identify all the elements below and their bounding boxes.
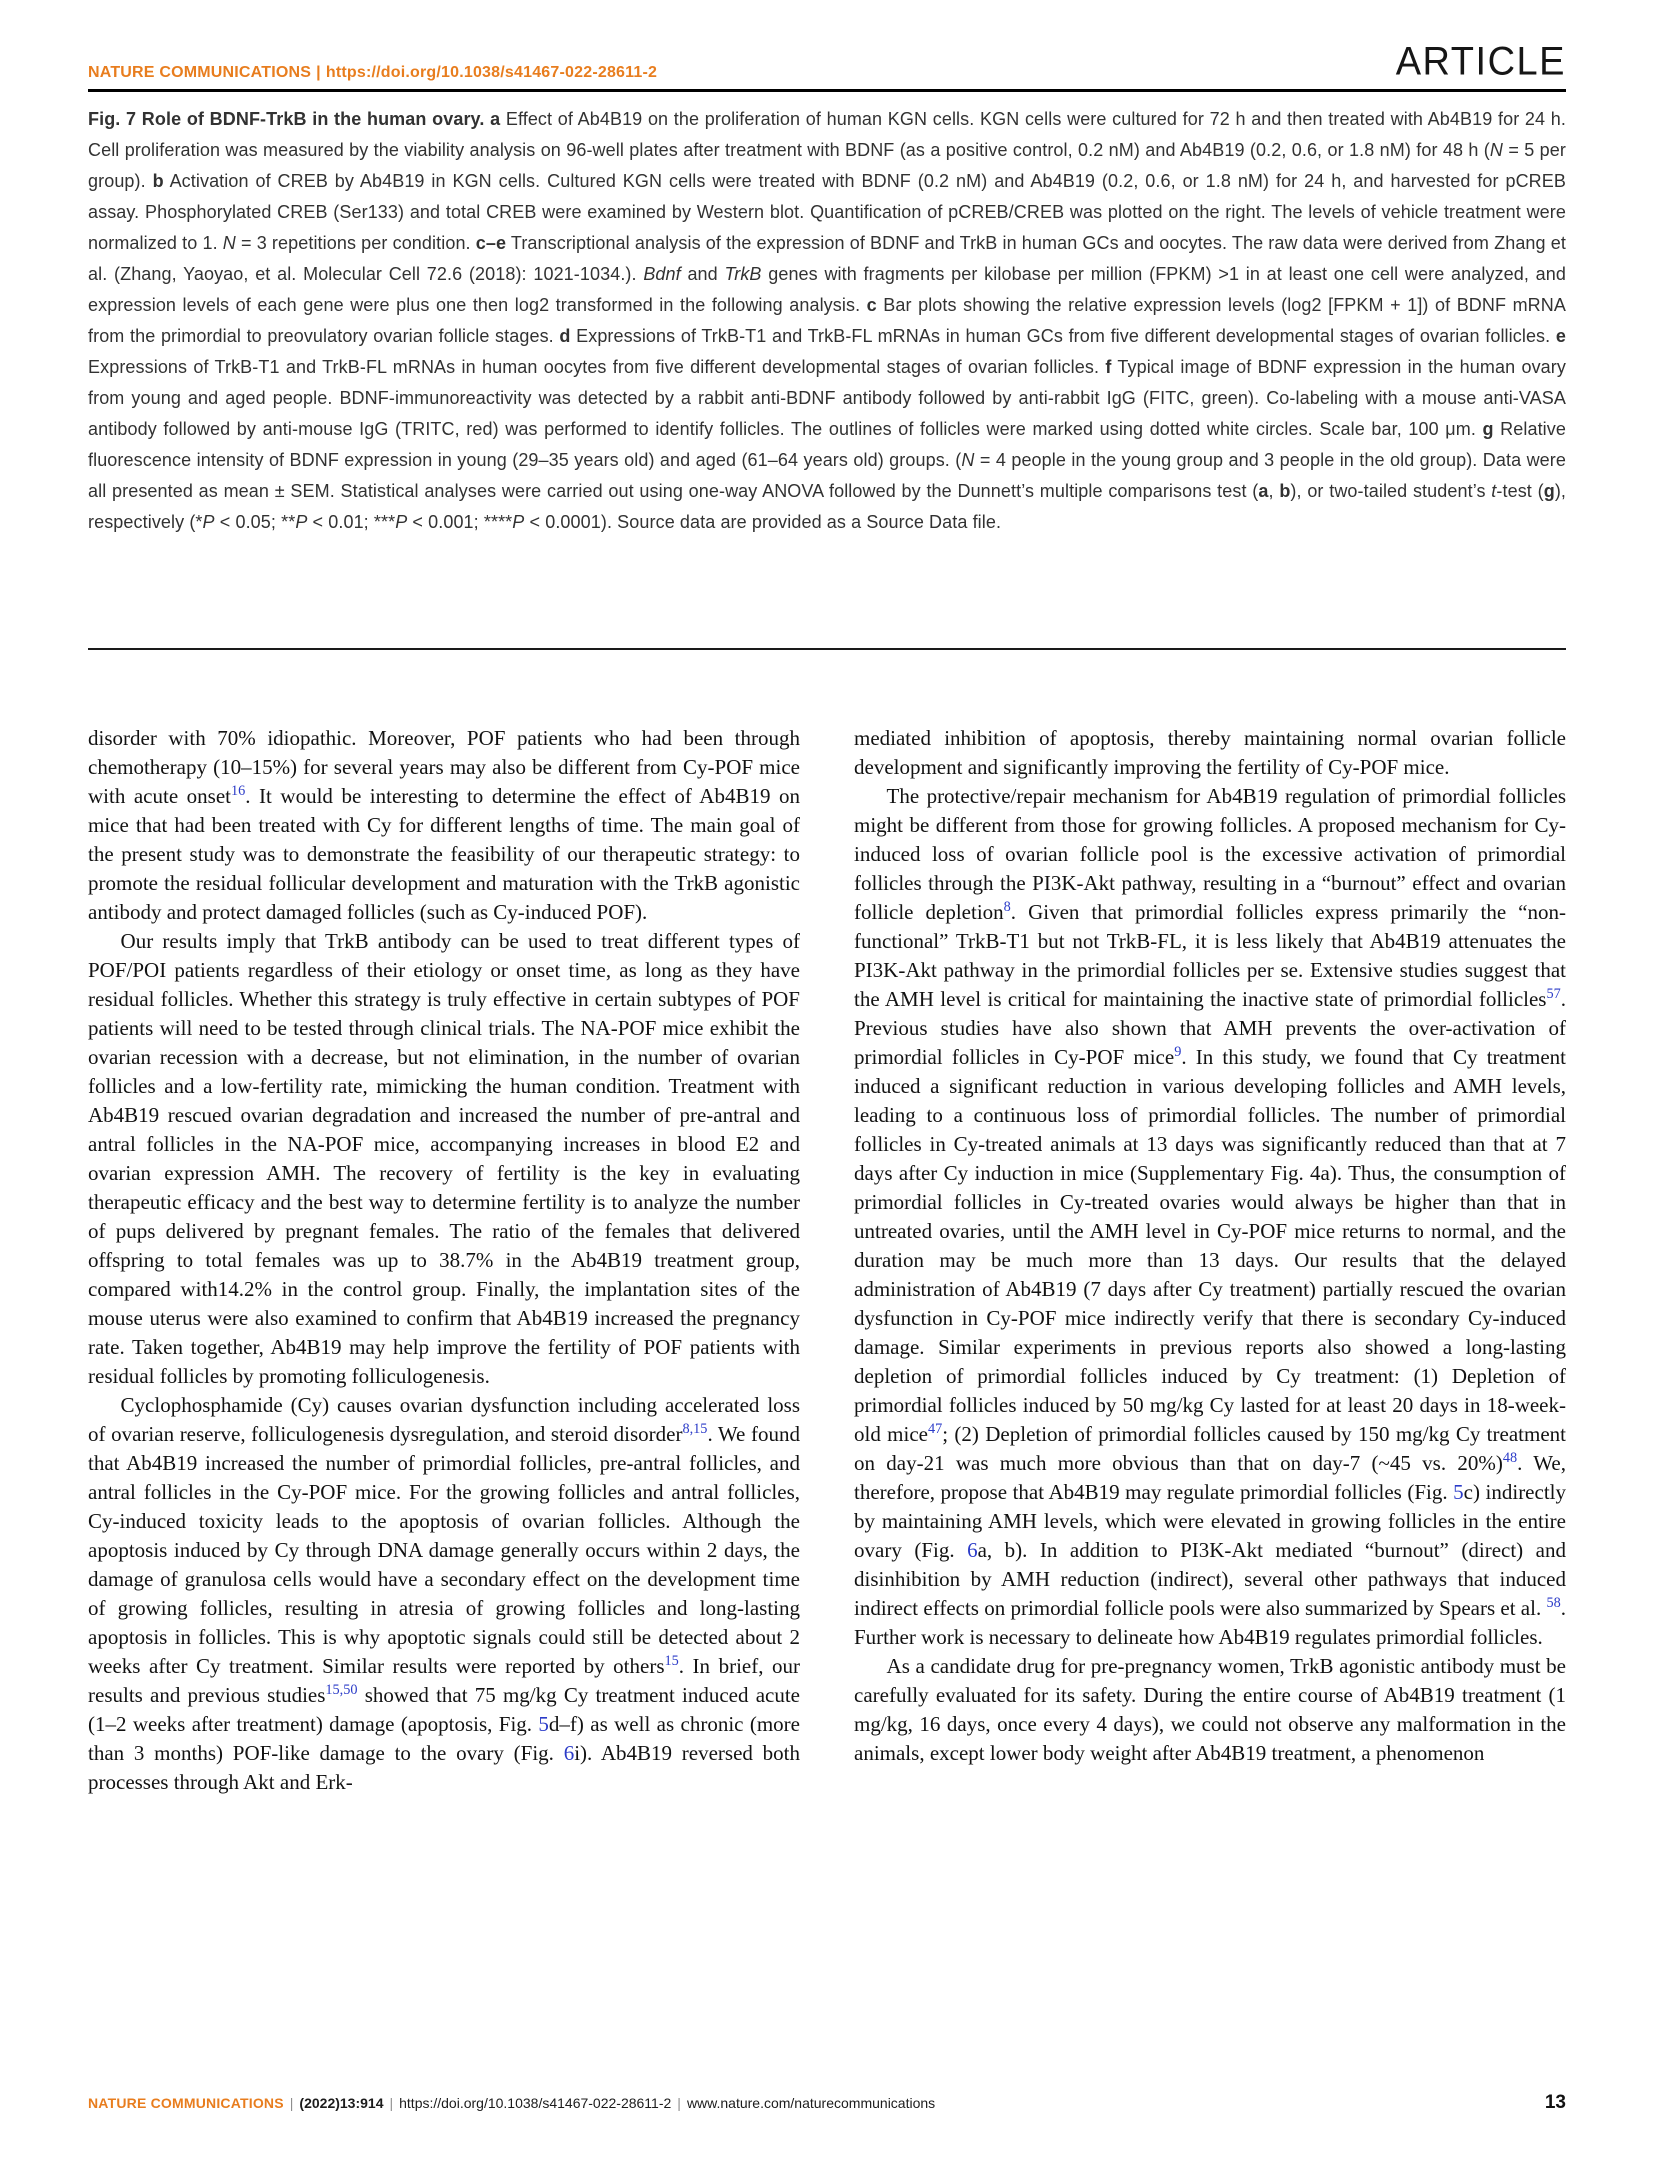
text-segment: . In brief, our results and previous studies bbox=[88, 1654, 800, 1707]
body-paragraph bbox=[854, 724, 1566, 782]
citation-ref-link[interactable]: 9 bbox=[1174, 1044, 1182, 1061]
text-segment: Transcriptional analysis of the expression of BDNF and TrkB in human GCs and oocytes. The raw data were derived from Zhang et al. (Zhang, Yaoyao, et al. Molecular Cell 72.6 (2018): 1021-1034.). bbox=[88, 233, 1566, 284]
text-segment: showed that 75 mg/kg Cy treatment induced acute (1–2 weeks after treatment) damage (apoptosis, Fig. bbox=[88, 1683, 800, 1736]
text-segment: = 4 people in the young group and 3 people in the old group). Data were all presented as mean ± SEM. Statistical analyses were carried out using one-way ANOVA followed by the Dunnett’s multiple comparisons test ( bbox=[88, 450, 1566, 501]
citation-ref-link[interactable]: 8 bbox=[1003, 899, 1011, 916]
text-segment: t bbox=[1491, 481, 1497, 501]
citation-ref-link[interactable]: 58 bbox=[1546, 1595, 1561, 1612]
right-column bbox=[854, 724, 1566, 2040]
text-segment: . We, therefore, propose that Ab4B19 may regulate primordial follicles (Fig. bbox=[854, 1451, 1566, 1504]
figure-ref-link[interactable]: 6 bbox=[563, 1741, 575, 1765]
text-segment: and bbox=[680, 264, 725, 284]
text-segment: e bbox=[1555, 326, 1566, 346]
text-segment: P bbox=[395, 512, 408, 532]
text-segment: Cyclophosphamide (Cy) causes ovarian dysfunction including accelerated loss of ovarian reserve, folliculogenesis dysregulation, and steroid disorder bbox=[88, 1393, 800, 1446]
text-segment: Our results imply that TrkB antibody can be used to treat different types of POF/POI patients regardless of their etiology or onset time, as long as they have residual follicles. Whether this strategy is truly effective in certain subtypes of POF patients will need to be tested through clinical trials. The NA-POF mice exhibit the ovarian recession with a decrease, but not elimination, in the number of ovarian follicles and a low-fertility rate, mimicking the human condition. Treatment with Ab4B19 rescued ovarian degradation and increased the number of pre-antral and antral follicles in the NA-POF mice, accompanying increases in blood E2 and ovarian expression AMH. The recovery of fertility is the key in evaluating therapeutic efficacy and the best way to determine fertility is to analyze the number of pups delivered by pregnant females. The ratio of the females that delivered offspring to total females was up to 38.7% in the Ab4B19 treatment group, compared with14.2% in the control group. Finally, the implantation sites of the mouse uterus were also examined to confirm that Ab4B19 increased the pregnancy rate. Taken together, Ab4B19 may help improve the fertility of POF patients with residual follicles by promoting folliculogenesis. bbox=[88, 929, 800, 1388]
text-segment: . We found that Ab4B19 increased the number of primordial follicles, pre-antral follicles, and antral follicles in the Cy-POF mice. For the growing follicles and antral follicles, Cy-induced toxicity leads to the apoptosis of ovarian follicles. Although the apoptosis induced by Cy through DNA damage generally occurs within 2 days, the damage of granulosa cells would have a secondary effect on the development time of growing follicles, resulting in atresia of growing follicles and long-lasting apoptosis in follicles. This is why apoptotic signals could still be detected about 2 weeks after Cy treatment. Similar results were reported by others bbox=[88, 1422, 800, 1678]
text-segment: c bbox=[866, 295, 877, 315]
text-segment: P bbox=[295, 512, 308, 532]
page-footer bbox=[88, 2092, 1566, 2114]
figure-ref-link[interactable]: 6 bbox=[967, 1538, 978, 1562]
text-segment: Typical image of BDNF expression in the human ovary from young and aged people. BDNF-immunoreactivity was detected by a rabbit anti-BDNF antibody followed by anti-rabbit IgG (FITC, green). Co-labeling with a mouse anti-VASA antibody followed by anti-mouse IgG (TRITC, red) was performed to identify follicles. The outlines of follicles were marked using dotted white circles. Scale bar, 100 μm. bbox=[88, 357, 1566, 439]
text-segment: Expressions of TrkB-T1 and TrkB-FL mRNAs in human oocytes from five different developmental stages of ovarian follicles. bbox=[88, 357, 1106, 377]
text-segment: ), or two-tailed student’s bbox=[1290, 481, 1492, 501]
text-segment: Expressions of TrkB-T1 and TrkB-FL mRNAs in human GCs from five different developmental stages of ovarian follicles. bbox=[570, 326, 1556, 346]
text-segment: The protective/repair mechanism for Ab4B19 regulation of primordial follicles might be different from those for growing follicles. A proposed mechanism for Cy-induced loss of ovarian follicle pool is the excessive activation of primordial follicles through the PI3K-Akt pathway, resulting in a “burnout” effect and ovarian follicle depletion bbox=[854, 784, 1566, 924]
text-segment: . In this study, we found that Cy treatment induced a significant reduction in various developing follicles and AMH levels, leading to a continuous loss of primordial follicles. The number of primordial follicles in Cy-treated animals at 13 days was significantly reduced than that at 7 days after Cy induction in mice (Supplementary Fig. 4a). Thus, the consumption of primordial follicles in Cy-treated ovaries would always be higher than that in untreated ovaries, until the AMH level in Cy-POF mice returns to normal, and the duration may be much more than 13 days. Our results that the delayed administration of Ab4B19 (7 days after Cy treatment) partially rescued the ovarian dysfunction in Cy-POF mice indirectly verify that there is secondary Cy-induced damage. Similar experiments in previous reports also showed a long-lasting depletion of primordial follicles induced by Cy treatment: (1) Depletion of primordial follicles induced by 50 mg/kg Cy lasted for at least 20 days in 18-week-old mice bbox=[854, 1045, 1566, 1446]
body-paragraph bbox=[854, 782, 1566, 1652]
text-segment: < 0.05; ** bbox=[214, 512, 296, 532]
text-segment: g bbox=[1482, 419, 1494, 439]
text-segment: d–f) as well as chronic (more than 3 months) POF-like damage to the ovary (Fig. bbox=[88, 1712, 800, 1765]
citation-ref-link[interactable]: 57 bbox=[1546, 986, 1561, 1003]
citation-text: (2022)13:914 bbox=[299, 2095, 384, 2111]
doi-link[interactable]: https://doi.org/10.1038/s41467-022-28611-2 bbox=[325, 64, 658, 81]
text-segment: N bbox=[222, 233, 236, 253]
body-paragraph bbox=[88, 1391, 800, 1797]
header-journal-line bbox=[88, 64, 657, 82]
text-segment: = 5 per group). bbox=[88, 140, 1566, 191]
divider bbox=[88, 648, 1566, 650]
text-segment: P bbox=[512, 512, 525, 532]
text-segment: i). Ab4B19 reversed both processes through Akt and Erk- bbox=[88, 1741, 800, 1794]
citation-ref-link[interactable]: 16 bbox=[231, 783, 246, 800]
text-segment: . It would be interesting to determine the effect of Ab4B19 on mice that had been treated with Cy for different lengths of time. The main goal of the present study was to demonstrate the feasibility of our therapeutic strategy: to promote the residual follicular development and maturation with the TrkB agonistic antibody and protect damaged follicles (such as Cy-induced POF). bbox=[88, 784, 800, 924]
text-segment: TrkB bbox=[724, 264, 762, 284]
separator: | bbox=[289, 2095, 294, 2111]
text-segment: g bbox=[1543, 481, 1555, 501]
journal-name: NATURE COMMUNICATIONS bbox=[88, 64, 312, 81]
body-paragraph bbox=[88, 724, 800, 927]
figure-caption bbox=[88, 104, 1566, 538]
separator: | bbox=[316, 64, 321, 81]
text-segment: P bbox=[202, 512, 215, 532]
running-header bbox=[88, 28, 1566, 92]
left-column bbox=[88, 724, 800, 2040]
doi-link[interactable]: https://doi.org/10.1038/s41467-022-28611-2 bbox=[399, 2095, 672, 2111]
text-segment: d bbox=[559, 326, 571, 346]
footer-citation-line bbox=[88, 2095, 935, 2111]
text-segment: ), respectively (* bbox=[88, 481, 1567, 532]
text-segment: genes with fragments per kilobase per million (FPKM) >1 in at least one cell were analyzed, and expression levels of each gene were plus one then log2 transformed in the following analysis. bbox=[88, 264, 1566, 315]
journal-site-link[interactable]: www.nature.com/naturecommunications bbox=[686, 2095, 936, 2111]
body-paragraph bbox=[88, 927, 800, 1391]
citation-ref-link[interactable]: 15,50 bbox=[325, 1682, 358, 1699]
text-segment: mediated inhibition of apoptosis, thereby maintaining normal ovarian follicle development and significantly improving the fertility of Cy-POF mice. bbox=[854, 726, 1566, 779]
citation-ref-link[interactable]: 48 bbox=[1502, 1450, 1518, 1467]
text-segment: < 0.01; *** bbox=[307, 512, 396, 532]
text-segment: Relative fluorescence intensity of BDNF expression in young (29–35 years old) and aged (61–64 years old) groups. ( bbox=[88, 419, 1566, 470]
text-segment: -test ( bbox=[1496, 481, 1544, 501]
text-segment: < 0.0001). Source data are provided as a Source Data file. bbox=[524, 512, 1002, 532]
text-segment: a bbox=[1258, 481, 1269, 501]
text-segment: f bbox=[1105, 357, 1112, 377]
text-segment: c) indirectly by maintaining AMH levels, which were elevated in growing follicles in the entire ovary (Fig. bbox=[854, 1480, 1566, 1562]
separator: | bbox=[389, 2095, 394, 2111]
text-segment: ; (2) Depletion of primordial follicles caused by 150 mg/kg Cy treatment on day-21 was much more obvious than that on day-7 (~45 vs. 20%) bbox=[854, 1422, 1566, 1475]
citation-ref-link[interactable]: 8,15 bbox=[682, 1421, 708, 1438]
text-segment: As a candidate drug for pre-pregnancy women, TrkB agonistic antibody must be carefully evaluated for its safety. During the entire course of Ab4B19 treatment (1 mg/kg, 16 days, once every 4 days), we could not observe any malformation in the animals, except lower body weight after Ab4B19 treatment, a phenomenon bbox=[854, 1654, 1566, 1765]
text-segment: , bbox=[1268, 481, 1280, 501]
text-segment: b bbox=[1279, 481, 1291, 501]
text-segment: Bdnf bbox=[643, 264, 681, 284]
journal-name: NATURE COMMUNICATIONS bbox=[88, 2095, 284, 2111]
text-segment: . Previous studies have also shown that AMH prevents the over-activation of primordial follicles in Cy-POF mice bbox=[854, 987, 1566, 1069]
article-label: ARTICLE bbox=[1395, 40, 1566, 85]
text-segment: . Further work is necessary to delineate how Ab4B19 regulates primordial follicles. bbox=[854, 1596, 1566, 1649]
text-segment: = 3 repetitions per condition. bbox=[235, 233, 476, 253]
text-segment: Effect of Ab4B19 on the proliferation of human KGN cells. KGN cells were cultured for 72 h and then treated with Ab4B19 for 24 h. Cell proliferation was measured by the viability analysis on 96-well plates after treatment with BDNF (as a positive control, 0.2 nM) and Ab4B19 (0.2, 0.6, or 1.8 nM) for 48 h ( bbox=[88, 109, 1567, 160]
text-segment: a, b). In addition to PI3K-Akt mediated “burnout” (direct) and disinhibition by AMH reduction (indirect), several other pathways that induced indirect effects on primordial follicle pools were also summarized by Spears et al. bbox=[854, 1538, 1566, 1620]
text-segment: < 0.001; **** bbox=[407, 512, 513, 532]
separator: | bbox=[677, 2095, 681, 2111]
text-segment: Bar plots showing the relative expression levels (log2 [FPKM + 1]) of BDNF mRNA from the primordial to preovulatory ovarian follicle stages. bbox=[88, 295, 1566, 346]
citation-ref-link[interactable]: 47 bbox=[927, 1421, 943, 1438]
text-segment: . Given that primordial follicles express primarily the “non-functional” TrkB-T1 but not TrkB-FL, it is less likely that Ab4B19 attenuates the PI3K-Akt pathway in the primordial follicles per se. Extensive studies suggest that the AMH level is critical for maintaining the inactive state of primordial follicles bbox=[854, 900, 1566, 1011]
body-paragraph bbox=[854, 1652, 1566, 1768]
text-segment: disorder with 70% idiopathic. Moreover, POF patients who had been through chemotherapy (10–15%) for several years may also be different from Cy-POF mice with acute onset bbox=[88, 726, 800, 808]
figure-ref-link[interactable]: 5 bbox=[1453, 1480, 1464, 1504]
text-segment: c–e bbox=[475, 233, 507, 253]
page-number: 13 bbox=[1544, 2092, 1566, 2113]
text-segment: b bbox=[152, 171, 164, 191]
figure-ref-link[interactable]: 5 bbox=[538, 1712, 549, 1736]
text-segment: N bbox=[961, 450, 975, 470]
citation-ref-link[interactable]: 15 bbox=[664, 1653, 679, 1670]
text-segment: N bbox=[1489, 140, 1504, 160]
text-segment: Fig. 7 Role of BDNF-TrkB in the human ovary. a bbox=[88, 109, 506, 129]
text-segment: Activation of CREB by Ab4B19 in KGN cells. Cultured KGN cells were treated with BDNF (0.2 nM) and Ab4B19 (0.2, 0.6, or 1.8 nM) for 24 h, and harvested for pCREB assay. Phosphorylated CREB (Ser133) and total CREB were examined by Western blot. Quantification of pCREB/CREB was plotted on the right. The levels of vehicle treatment were normalized to 1. bbox=[88, 171, 1566, 253]
